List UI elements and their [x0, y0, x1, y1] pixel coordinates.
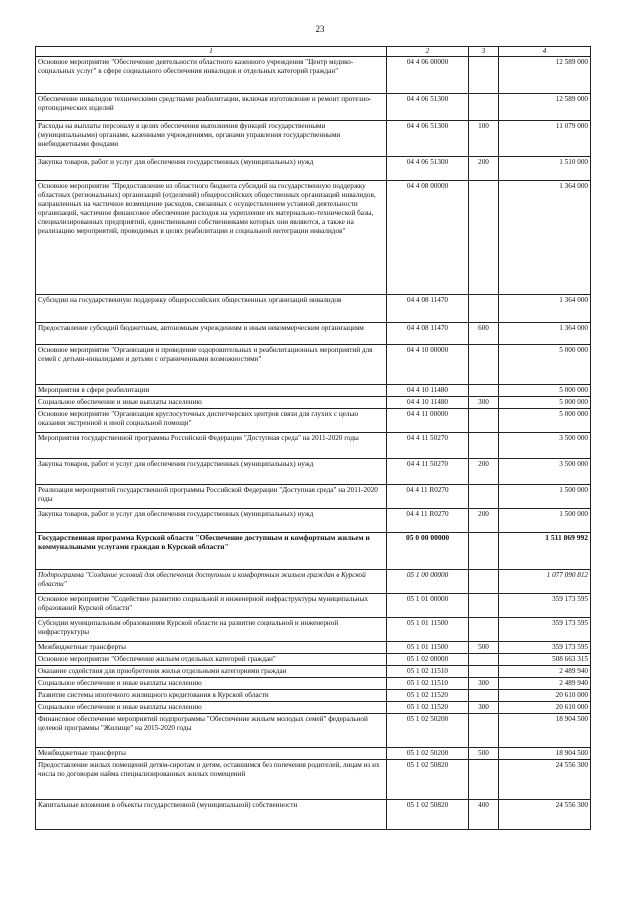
table-row	[36, 690, 591, 702]
table-row	[36, 295, 591, 323]
row-sum-cell: 1 364 000	[499, 295, 591, 323]
row-sum-cell: 1 364 000	[499, 323, 591, 345]
row-kvr-cell: 300	[469, 702, 499, 714]
row-code-cell: 05 1 02 50200	[387, 714, 469, 748]
row-sum-cell: 508 663 315	[499, 654, 591, 666]
budget-table	[35, 46, 591, 830]
table-row	[36, 642, 591, 654]
row-sum-cell: 359 173 595	[499, 618, 591, 642]
row-code-cell: 04 4 10 00000	[387, 345, 469, 385]
table-row	[36, 385, 591, 397]
row-kvr-cell	[469, 409, 499, 433]
table-row	[36, 485, 591, 509]
table-row	[36, 94, 591, 121]
row-kvr-cell	[469, 433, 499, 459]
row-code-cell: 04 4 08 11470	[387, 323, 469, 345]
row-name-cell: Предоставление жилых помещений детям-сиротам и детям, оставшимся без попечения родителей, лицам из их числа по договорам найма специализированных жилых помещений	[36, 760, 387, 800]
row-kvr-cell: 200	[469, 459, 499, 485]
row-code-cell: 05 1 02 11510	[387, 678, 469, 690]
row-kvr-cell	[469, 295, 499, 323]
table-row	[36, 459, 591, 485]
row-kvr-cell: 200	[469, 157, 499, 181]
table-row	[36, 760, 591, 800]
row-name-cell: Расходы на выплаты персоналу в целях обеспечения выполнения функций государственными (муниципальными) органами, казенными учреждениями, органами управления государственными внебюджетными фондами	[36, 121, 387, 157]
table-header-row	[36, 47, 591, 57]
row-sum-cell: 12 589 000	[499, 57, 591, 94]
row-sum-cell: 3 500 000	[499, 459, 591, 485]
table-row	[36, 345, 591, 385]
row-kvr-cell	[469, 94, 499, 121]
row-kvr-cell	[469, 345, 499, 385]
row-name-cell: Финансовое обеспечение мероприятий подпрограммы "Обеспечение жильем молодых семей" федеральной целевой программы "Жилище" на 2015-2020 годы	[36, 714, 387, 748]
row-kvr-cell: 600	[469, 323, 499, 345]
row-sum-cell: 24 556 300	[499, 800, 591, 830]
row-kvr-cell	[469, 714, 499, 748]
row-code-cell: 04 4 06 51300	[387, 157, 469, 181]
row-kvr-cell: 100	[469, 121, 499, 157]
row-sum-cell: 1 500 000	[499, 509, 591, 533]
row-sum-cell: 5 000 000	[499, 385, 591, 397]
row-kvr-cell	[469, 181, 499, 295]
table-row	[36, 323, 591, 345]
row-name-cell: Социальное обеспечение и иные выплаты населению	[36, 397, 387, 409]
row-code-cell: 05 1 02 11510	[387, 666, 469, 678]
row-kvr-cell	[469, 485, 499, 509]
row-name-cell: Основное мероприятие "Обеспечение жильем отдельных категорий граждан"	[36, 654, 387, 666]
row-kvr-cell	[469, 618, 499, 642]
row-code-cell: 04 4 11 R0270	[387, 509, 469, 533]
table-row	[36, 570, 591, 594]
row-sum-cell: 12 589 000	[499, 94, 591, 121]
row-name-cell: Закупка товаров, работ и услуг для обеспечения государственных (муниципальных) нужд	[36, 157, 387, 181]
row-code-cell: 04 4 11 00000	[387, 409, 469, 433]
header-col-1: 1	[36, 47, 387, 57]
row-sum-cell: 20 610 000	[499, 702, 591, 714]
row-sum-cell: 359 173 595	[499, 594, 591, 618]
row-kvr-cell	[469, 654, 499, 666]
row-sum-cell: 2 489 940	[499, 666, 591, 678]
row-code-cell: 04 4 08 00000	[387, 181, 469, 295]
row-code-cell: 04 4 11 R0270	[387, 485, 469, 509]
row-sum-cell: 1 077 090 812	[499, 570, 591, 594]
row-code-cell: 05 1 02 50820	[387, 760, 469, 800]
row-kvr-cell	[469, 666, 499, 678]
row-name-cell: Социальное обеспечение и иные выплаты населению	[36, 702, 387, 714]
table-row	[36, 702, 591, 714]
table-row	[36, 433, 591, 459]
row-name-cell: Мероприятия в сфере реабилитации	[36, 385, 387, 397]
row-name-cell: Капитальные вложения в объекты государственной (муниципальной) собственности	[36, 800, 387, 830]
row-sum-cell: 20 610 000	[499, 690, 591, 702]
row-sum-cell: 1 511 869 992	[499, 533, 591, 570]
row-code-cell: 04 4 10 11480	[387, 397, 469, 409]
table-row	[36, 409, 591, 433]
table-row	[36, 714, 591, 748]
row-sum-cell: 5 000 000	[499, 397, 591, 409]
table-row	[36, 678, 591, 690]
row-kvr-cell	[469, 385, 499, 397]
row-name-cell: Развитие системы ипотечного жилищного кредитования в Курской области	[36, 690, 387, 702]
row-kvr-cell: 200	[469, 509, 499, 533]
row-code-cell: 05 1 01 00000	[387, 594, 469, 618]
row-name-cell: Закупка товаров, работ и услуг для обеспечения государственных (муниципальных) нужд	[36, 459, 387, 485]
row-kvr-cell	[469, 57, 499, 94]
table-row	[36, 181, 591, 295]
row-name-cell: Государственная программа Курской области "Обеспечение доступным и комфортным жильем и коммунальными услугами граждан в Курской области"	[36, 533, 387, 570]
row-sum-cell: 5 000 000	[499, 409, 591, 433]
row-sum-cell: 18 904 500	[499, 714, 591, 748]
row-code-cell: 05 1 02 11520	[387, 690, 469, 702]
row-name-cell: Основное мероприятие "Предоставление из областного бюджета субсидий на государственную поддержку областных (региональных) организаций (отделений) общероссийских общественных организаций инвалидов, направленных на частичное возмещение расходов, связанных с осуществлением уставной деятельности организаций, частичное финансовое обеспечение расходов на укрепление их материально-технической базы, специализированных предприятий, единственными собственниками которых они являются, а также на реализацию мероприятий, проводимых в целях реабилитации и социальной интеграции инвалидов"	[36, 181, 387, 295]
row-kvr-cell	[469, 594, 499, 618]
row-name-cell: Основное мероприятие "Организация и проведение оздоровительных и реабилитационных мероприятий для семей с детьми-инвалидами и детьми с ограниченными возможностями"	[36, 345, 387, 385]
row-code-cell: 05 1 02 11520	[387, 702, 469, 714]
table-row	[36, 509, 591, 533]
row-name-cell: Субсидии муниципальным образованиям Курской области на развитие социальной и инженерной инфраструктуры	[36, 618, 387, 642]
row-code-cell: 05 0 00 00000	[387, 533, 469, 570]
row-sum-cell: 24 556 300	[499, 760, 591, 800]
row-sum-cell: 359 173 595	[499, 642, 591, 654]
row-name-cell: Обеспечение инвалидов техническими средствами реабилитации, включая изготовление и ремонт протезно-ортопедических изделий	[36, 94, 387, 121]
row-code-cell: 05 1 02 50200	[387, 748, 469, 760]
row-kvr-cell	[469, 570, 499, 594]
row-code-cell: 04 4 11 50270	[387, 459, 469, 485]
table-row	[36, 800, 591, 830]
row-sum-cell: 2 489 940	[499, 678, 591, 690]
row-name-cell: Оказание содействия для приобретения жилья отдельными категориями граждан	[36, 666, 387, 678]
row-kvr-cell: 400	[469, 800, 499, 830]
table-row	[36, 748, 591, 760]
row-name-cell: Субсидии на государственную поддержку общероссийских общественных организаций инвалидов	[36, 295, 387, 323]
row-kvr-cell	[469, 533, 499, 570]
row-code-cell: 04 4 06 51300	[387, 94, 469, 121]
row-code-cell: 04 4 11 50270	[387, 433, 469, 459]
row-sum-cell: 1 510 000	[499, 157, 591, 181]
row-sum-cell: 18 904 500	[499, 748, 591, 760]
table-row	[36, 57, 591, 94]
table-row	[36, 666, 591, 678]
table-row	[36, 397, 591, 409]
row-name-cell: Реализация мероприятий государственной программы Российской Федерации "Доступная среда" на 2011-2020 годы	[36, 485, 387, 509]
row-kvr-cell: 300	[469, 678, 499, 690]
row-name-cell: Мероприятия государственной программы Российской Федерации "Доступная среда" на 2011-2020 годы	[36, 433, 387, 459]
table-row	[36, 157, 591, 181]
row-name-cell: Основное мероприятие "Организация круглосуточных диспетчерских центров связи для глухих с целью оказания экстренной и иной социальной помощи"	[36, 409, 387, 433]
table-row	[36, 594, 591, 618]
row-kvr-cell	[469, 760, 499, 800]
row-code-cell: 04 4 10 11480	[387, 385, 469, 397]
table-row	[36, 654, 591, 666]
row-sum-cell: 1 500 000	[499, 485, 591, 509]
row-sum-cell: 11 079 000	[499, 121, 591, 157]
row-name-cell: Подпрограмма "Создание условий для обеспечения доступным и комфортным жильем граждан в Курской области"	[36, 570, 387, 594]
row-kvr-cell: 500	[469, 642, 499, 654]
row-sum-cell: 5 000 000	[499, 345, 591, 385]
table-row	[36, 533, 591, 570]
table-row	[36, 618, 591, 642]
row-sum-cell: 3 500 000	[499, 433, 591, 459]
row-name-cell: Предоставление субсидий бюджетным, автономным учреждениям и иным некоммерческим организациям	[36, 323, 387, 345]
page-number: 23	[315, 24, 325, 34]
row-name-cell: Межбюджетные трансферты	[36, 642, 387, 654]
header-col-3: 3	[469, 47, 499, 57]
row-name-cell: Основное мероприятие "Обеспечение деятельности областного казенного учреждения "Центр медико-социальных услуг" в сфере социального обеспечения инвалидов и отдельных категорий граждан"	[36, 57, 387, 94]
row-code-cell: 04 4 06 51300	[387, 121, 469, 157]
row-code-cell: 05 1 02 00000	[387, 654, 469, 666]
row-kvr-cell: 500	[469, 748, 499, 760]
row-kvr-cell: 300	[469, 397, 499, 409]
row-code-cell: 05 1 01 11500	[387, 642, 469, 654]
row-code-cell: 05 1 00 00000	[387, 570, 469, 594]
row-code-cell: 05 1 01 11500	[387, 618, 469, 642]
row-code-cell: 05 1 02 50820	[387, 800, 469, 830]
row-sum-cell: 1 364 000	[499, 181, 591, 295]
row-name-cell: Социальное обеспечение и иные выплаты населению	[36, 678, 387, 690]
row-name-cell: Межбюджетные трансферты	[36, 748, 387, 760]
row-name-cell: Закупка товаров, работ и услуг для обеспечения государственных (муниципальных) нужд	[36, 509, 387, 533]
table-row	[36, 121, 591, 157]
row-code-cell: 04 4 06 00000	[387, 57, 469, 94]
row-kvr-cell	[469, 690, 499, 702]
row-name-cell: Основное мероприятие "Содействие развитию социальной и инженерной инфраструктуры муниципальных образований Курской области"	[36, 594, 387, 618]
header-col-4: 4	[499, 47, 591, 57]
budget-table-body	[36, 47, 591, 830]
header-col-2: 2	[387, 47, 469, 57]
row-code-cell: 04 4 08 11470	[387, 295, 469, 323]
